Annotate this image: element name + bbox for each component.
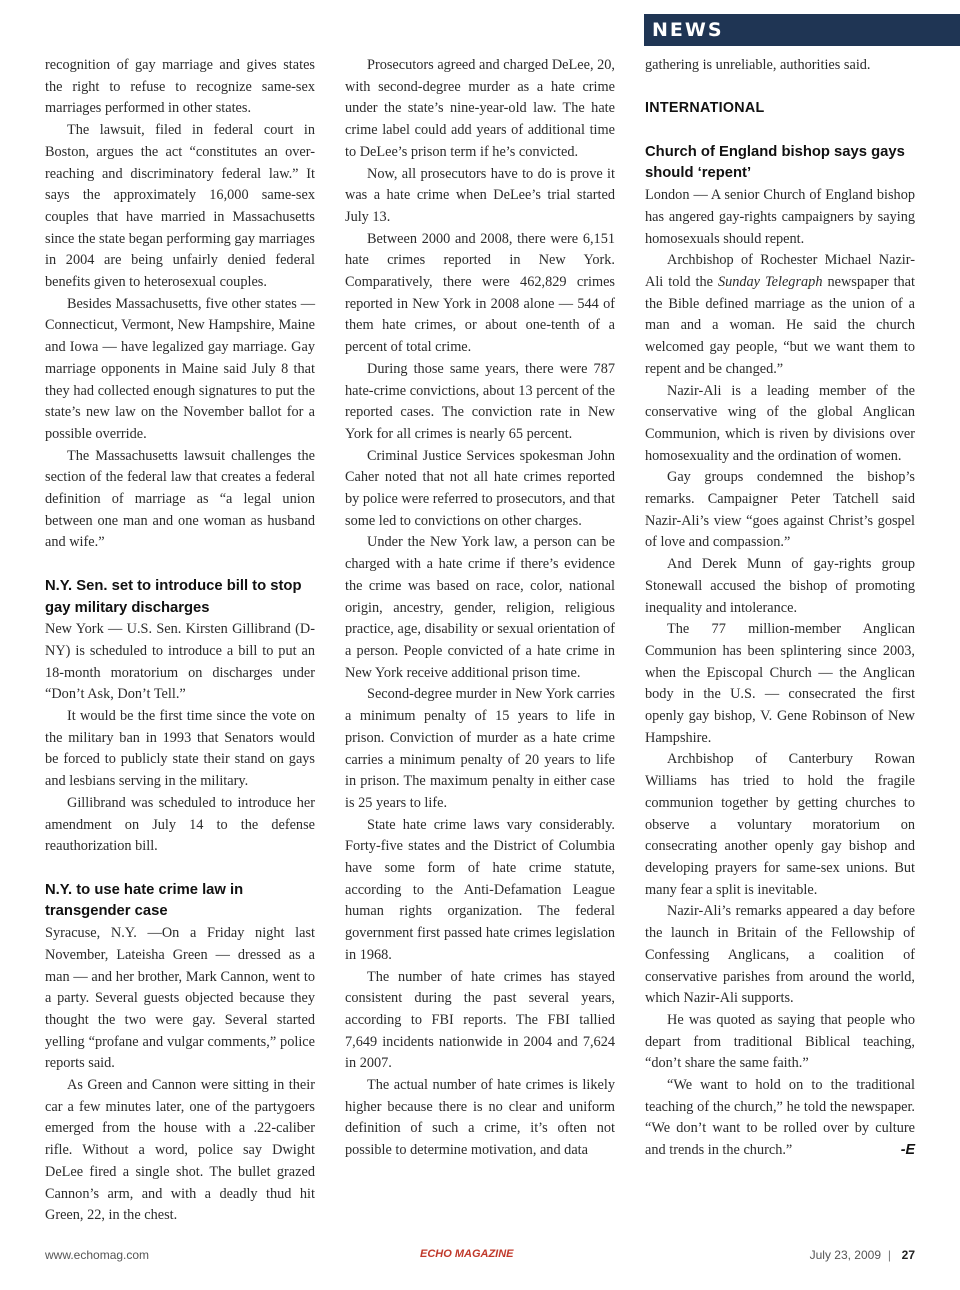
article-column-1 (45, 55, 315, 1227)
headline-military-discharges: N.Y. Sen. set to introduce bill to stop gay military discharges (45, 577, 302, 616)
headline-church-of-england: Church of England bishop says gays should ‘repent’ (645, 143, 905, 182)
footer-url[interactable]: www.echomag.com (45, 1248, 150, 1262)
footer-magazine-logo: ECHO MAGAZINE (420, 1248, 514, 1260)
headline-transgender-case: N.Y. to use hate crime law in transgender case (45, 881, 244, 920)
paragraph (645, 1075, 915, 1162)
paragraph: Second-degree murder in New York carries a minimum penalty of 15 years to life in prison. Conviction of murder as a hate crime carries a minimum penalty of 20 years to life in prison. The maximum penalty in either case is 25 years to life. (345, 686, 615, 811)
paragraph: Prosecutors agreed and charged DeLee, 20, with second-degree murder as a hate crime under the state’s nine-year-old law. The hate crime label could add years of additional time to DeLee’s prison term if he’s convicted. (345, 57, 615, 160)
page-number: 27 (901, 1248, 915, 1262)
paragraph: Between 2000 and 2008, there were 6,151 hate crimes reported in New York. Comparatively, there were 462,829 crimes reported in New York in 2008 alone — 544 of them hate crimes, or about one-tenth of a percent of total crime. (345, 230, 615, 356)
paragraph: Under the New York law, a person can be charged with a hate crime if there’s evidence the crime was based on race, color, national origin, ancestry, gender, religion, religious practice, age, disability or sexual orientation of a person. People convicted of a hate crime in New York receive additional prison time. (345, 534, 615, 681)
end-mark: -E (900, 1142, 915, 1159)
paragraph: gathering is unreliable, authorities said. (645, 57, 871, 73)
paragraph: Criminal Justice Services spokesman John Caher noted that not all hate crimes reported by police were referred to prosecutors, and that some led to convictions on other charges. (345, 447, 615, 529)
paragraph: It would be the first time since the vote on the military ban in 1993 that Senators would be forced to publicly state their stand on gays and lesbians serving in the military. (45, 708, 315, 790)
paragraph: New York — U.S. Sen. Kirsten Gillibrand (D-NY) is scheduled to introduce a bill to put an 18-month moratorium on discharges under “Don’t Ask, Don’t Tell.” (45, 621, 315, 703)
paragraph: As Green and Cannon were sitting in their car a few minutes later, one of the partygoers emerged from the house with a .22-caliber rifle. Without a word, police say Dwight DeLee fired a single shot. The bullet grazed Cannon’s arm, and with a deadly thud hit Green, 22, in the chest. (45, 1077, 315, 1224)
footer-date: July 23, 2009 (809, 1248, 881, 1262)
paragraph: The actual number of hate crimes is likely higher because there is no clear and uniform definition of such a crime, it’s often not possible to determine motivation, and data (345, 1077, 615, 1159)
paragraph: Nazir-Ali’s remarks appeared a day before the launch in Britain of the Fellowship of Confessing Anglicans, a coalition of conservative parishes from around the world, which Nazir-Ali supports. (645, 903, 915, 1007)
paragraph: London — A senior Church of England bishop has angered gay-rights campaigners by saying homosexuals should repent. (645, 187, 915, 247)
paragraph: Syracuse, N.Y. —On a Friday night last November, Lateisha Green — dressed as a man — and her brother, Mark Cannon, went to a party. Several guests objected because they thought the two were gay. Several started yelling “profane and vulgar comments,” police reports said. (45, 925, 315, 1072)
paragraph: State hate crime laws vary considerably. Forty-five states and the District of Columbia have some form of hate crime statute, according to the Anti-Defamation League human rights organization. The federal government first passed hate crimes legislation in 1968. (345, 816, 615, 963)
paragraph: The Massachusetts lawsuit challenges the section of the federal law that creates a federal definition of marriage as “a legal union between one man and one woman as husband and wife.” (45, 447, 315, 551)
paragraph: And Derek Munn of gay-rights group Stonewall accused the bishop of promoting inequality and intolerance. (645, 556, 915, 616)
footer-separator: | (887, 1248, 891, 1262)
paragraph (645, 250, 915, 380)
paragraph: Gillibrand was scheduled to introduce her amendment on July 14 to the defense reauthorization bill. (45, 794, 315, 855)
paragraph: Archbishop of Canterbury Rowan Williams has tried to hold the fragile communion together by getting churches to observe a voluntary moratorium on consecrating another openly gay bishop and developing prayers for same-sex unions. But many fear a split is inevitable. (645, 751, 915, 898)
paragraph: The number of hate crimes has stayed consistent during the past several years, according to FBI reports. The FBI tallied 7,649 incidents nationwide in 2004 and 7,624 in 2007. (345, 968, 615, 1072)
article-column-3 (645, 55, 915, 1162)
paragraph: The lawsuit, filed in federal court in Boston, argues the act “constitutes an over-reaching and discriminatory federal law.” It says the approximately 16,000 same-sex couples that have married in Massachusetts since the state began performing gay marriages in 2004 are being unfairly denied federal benefits given to heterosexual couples. (45, 122, 315, 291)
paragraph: During those same years, there were 787 hate-crime convictions, about 13 percent of the reported cases. The conviction rate in New York for all crimes is nearly 65 percent. (345, 360, 615, 442)
paragraph: The 77 million-member Anglican Communion has been splintering since 2003, when the Episcopal Church — the Anglican body in the U.S. — consecrated the first openly gay bishop, V. Gene Robinson of New Hampshire. (645, 621, 915, 746)
paragraph: Nazir-Ali is a leading member of the conservative wing of the global Anglican Communion, which is riven by divisions over homosexuality and the ordination of women. (645, 382, 915, 464)
text-run: Archbishop of Rochester Michael Nazir-Ali told the (645, 252, 915, 290)
paragraph: Now, all prosecutors have to do is prove it was a hate crime when DeLee’s trial started July 13. (345, 165, 615, 225)
paragraph: He was quoted as saying that people who depart from traditional Biblical teaching, “don’t share the same faith.” (645, 1011, 915, 1072)
page-footer (45, 1248, 915, 1268)
paragraph: Gay groups condemned the bishop’s remarks. Campaigner Peter Tatchell said Nazir-Ali’s view “goes against Christ’s gospel of love and compassion.” (645, 469, 915, 551)
paragraph: recognition of gay marriage and gives states the right to refuse to recognize same-sex marriages performed in other states. (45, 57, 315, 117)
publication-name: Sunday Telegraph (717, 274, 823, 290)
section-label: NEWS (644, 14, 960, 46)
section-heading-international: INTERNATIONAL (645, 100, 765, 117)
paragraph: Besides Massachusetts, five other states — Connecticut, Vermont, New Hampshire, Maine and Iowa — have legalized gay marriage. Gay marriage opponents in Maine said July 8 that they had collected enough signatures to put the state’s new law on the November ballot for a possible override. (45, 295, 315, 442)
article-column-2 (345, 55, 615, 1162)
text-run: “We want to hold on to the traditional teaching of the church,” he told the newspaper. “We don’t want to be rolled over by culture and trends in the church.” (645, 1077, 915, 1159)
text-run: newspaper that the Bible defined marriage as the union of a man and a woman. He said the church welcomed gay people, “but we want them to repent and be changed.” (645, 274, 916, 377)
